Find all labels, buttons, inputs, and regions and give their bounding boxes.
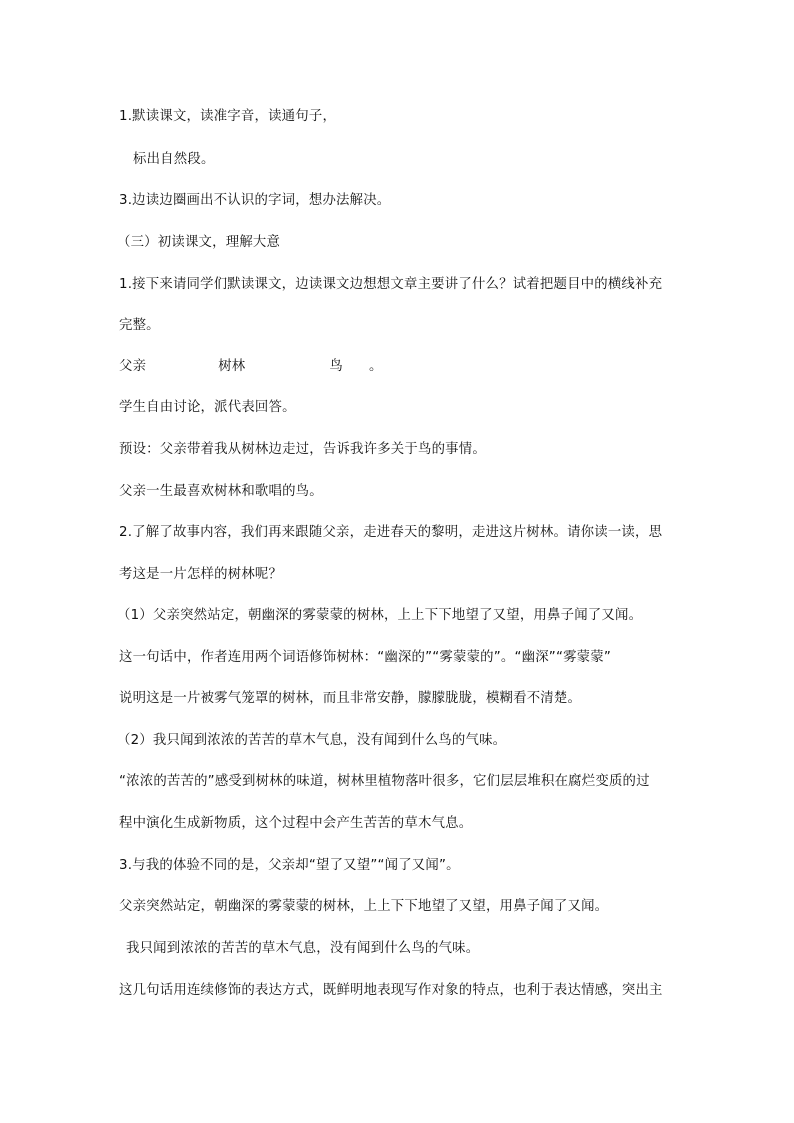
text-line-22: 这几句话用连续修饰的表达方式，既鲜明地表现写作对象的特点，也利于表达情感，突出主	[119, 983, 663, 998]
text-line-5: 1.接下来请同学们默读课文，边读课文边想想文章主要讲了什么？试着把题目中的横线补充	[119, 277, 663, 292]
fill-blank-part-2: 树林	[218, 359, 246, 374]
fill-blank-end: 。	[368, 359, 383, 374]
text-line-8: 学生自由讨论，派代表回答。	[119, 400, 296, 415]
text-line-12: 考这是一片怎样的树林呢？	[119, 567, 283, 582]
text-line-10: 父亲一生最喜欢树林和歌唱的鸟。	[119, 484, 323, 499]
text-line-18: 程中演化生成新物质，这个过程中会产生苦苦的草木气息。	[119, 816, 473, 831]
fill-blank-part-1: 父亲	[119, 359, 147, 374]
text-line-17: “浓浓的苦苦的”感受到树林的味道，树林里植物落叶很多，它们层层堆积在腐烂变质的过	[119, 774, 650, 789]
text-line-3: 3.边读边圈画出不认识的字词，想办法解决。	[119, 193, 391, 208]
text-line-20: 父亲突然站定，朝幽深的雾蒙蒙的树林，上上下下地望了又望，用鼻子闻了又闻。	[119, 899, 609, 914]
text-line-2: 标出自然段。	[133, 152, 215, 167]
text-line-9: 预设：父亲带着我从树林边走过，告诉我许多关于鸟的事情。	[119, 442, 486, 457]
fill-blank-part-3: 鸟	[329, 359, 343, 374]
text-line-6: 完整。	[119, 318, 160, 333]
text-line-15: 说明这是一片被雾气笼罩的树林，而且非常安静，朦朦胧胧，模糊看不清楚。	[119, 691, 582, 706]
text-line-14: 这一句话中，作者连用两个词语修饰树林：“幽深的”“雾蒙蒙的”。“幽深”“雾蒙蒙”	[119, 650, 611, 665]
fill-blank-line	[119, 358, 679, 376]
text-line-16: （2）我只闻到浓浓的苦苦的草木气息，没有闻到什么鸟的气味。	[117, 733, 507, 748]
text-line-11: 2.了解了故事内容，我们再来跟随父亲，走进春天的黎明，走进这片树林。请你读一读，思	[119, 525, 663, 540]
text-line-19: 3.与我的体验不同的是，父亲却“望了又望”“闻了又闻”。	[119, 858, 460, 873]
text-line-1: 1.默读课文，读准字音，读通句子，	[119, 109, 337, 124]
text-line-21: 我只闻到浓浓的苦苦的草木气息，没有闻到什么鸟的气味。	[126, 941, 480, 956]
section-heading: （三）初读课文，理解大意	[117, 235, 281, 250]
text-line-13: （1）父亲突然站定，朝幽深的雾蒙蒙的树林，上上下下地望了又望，用鼻子闻了又闻。	[117, 608, 643, 623]
